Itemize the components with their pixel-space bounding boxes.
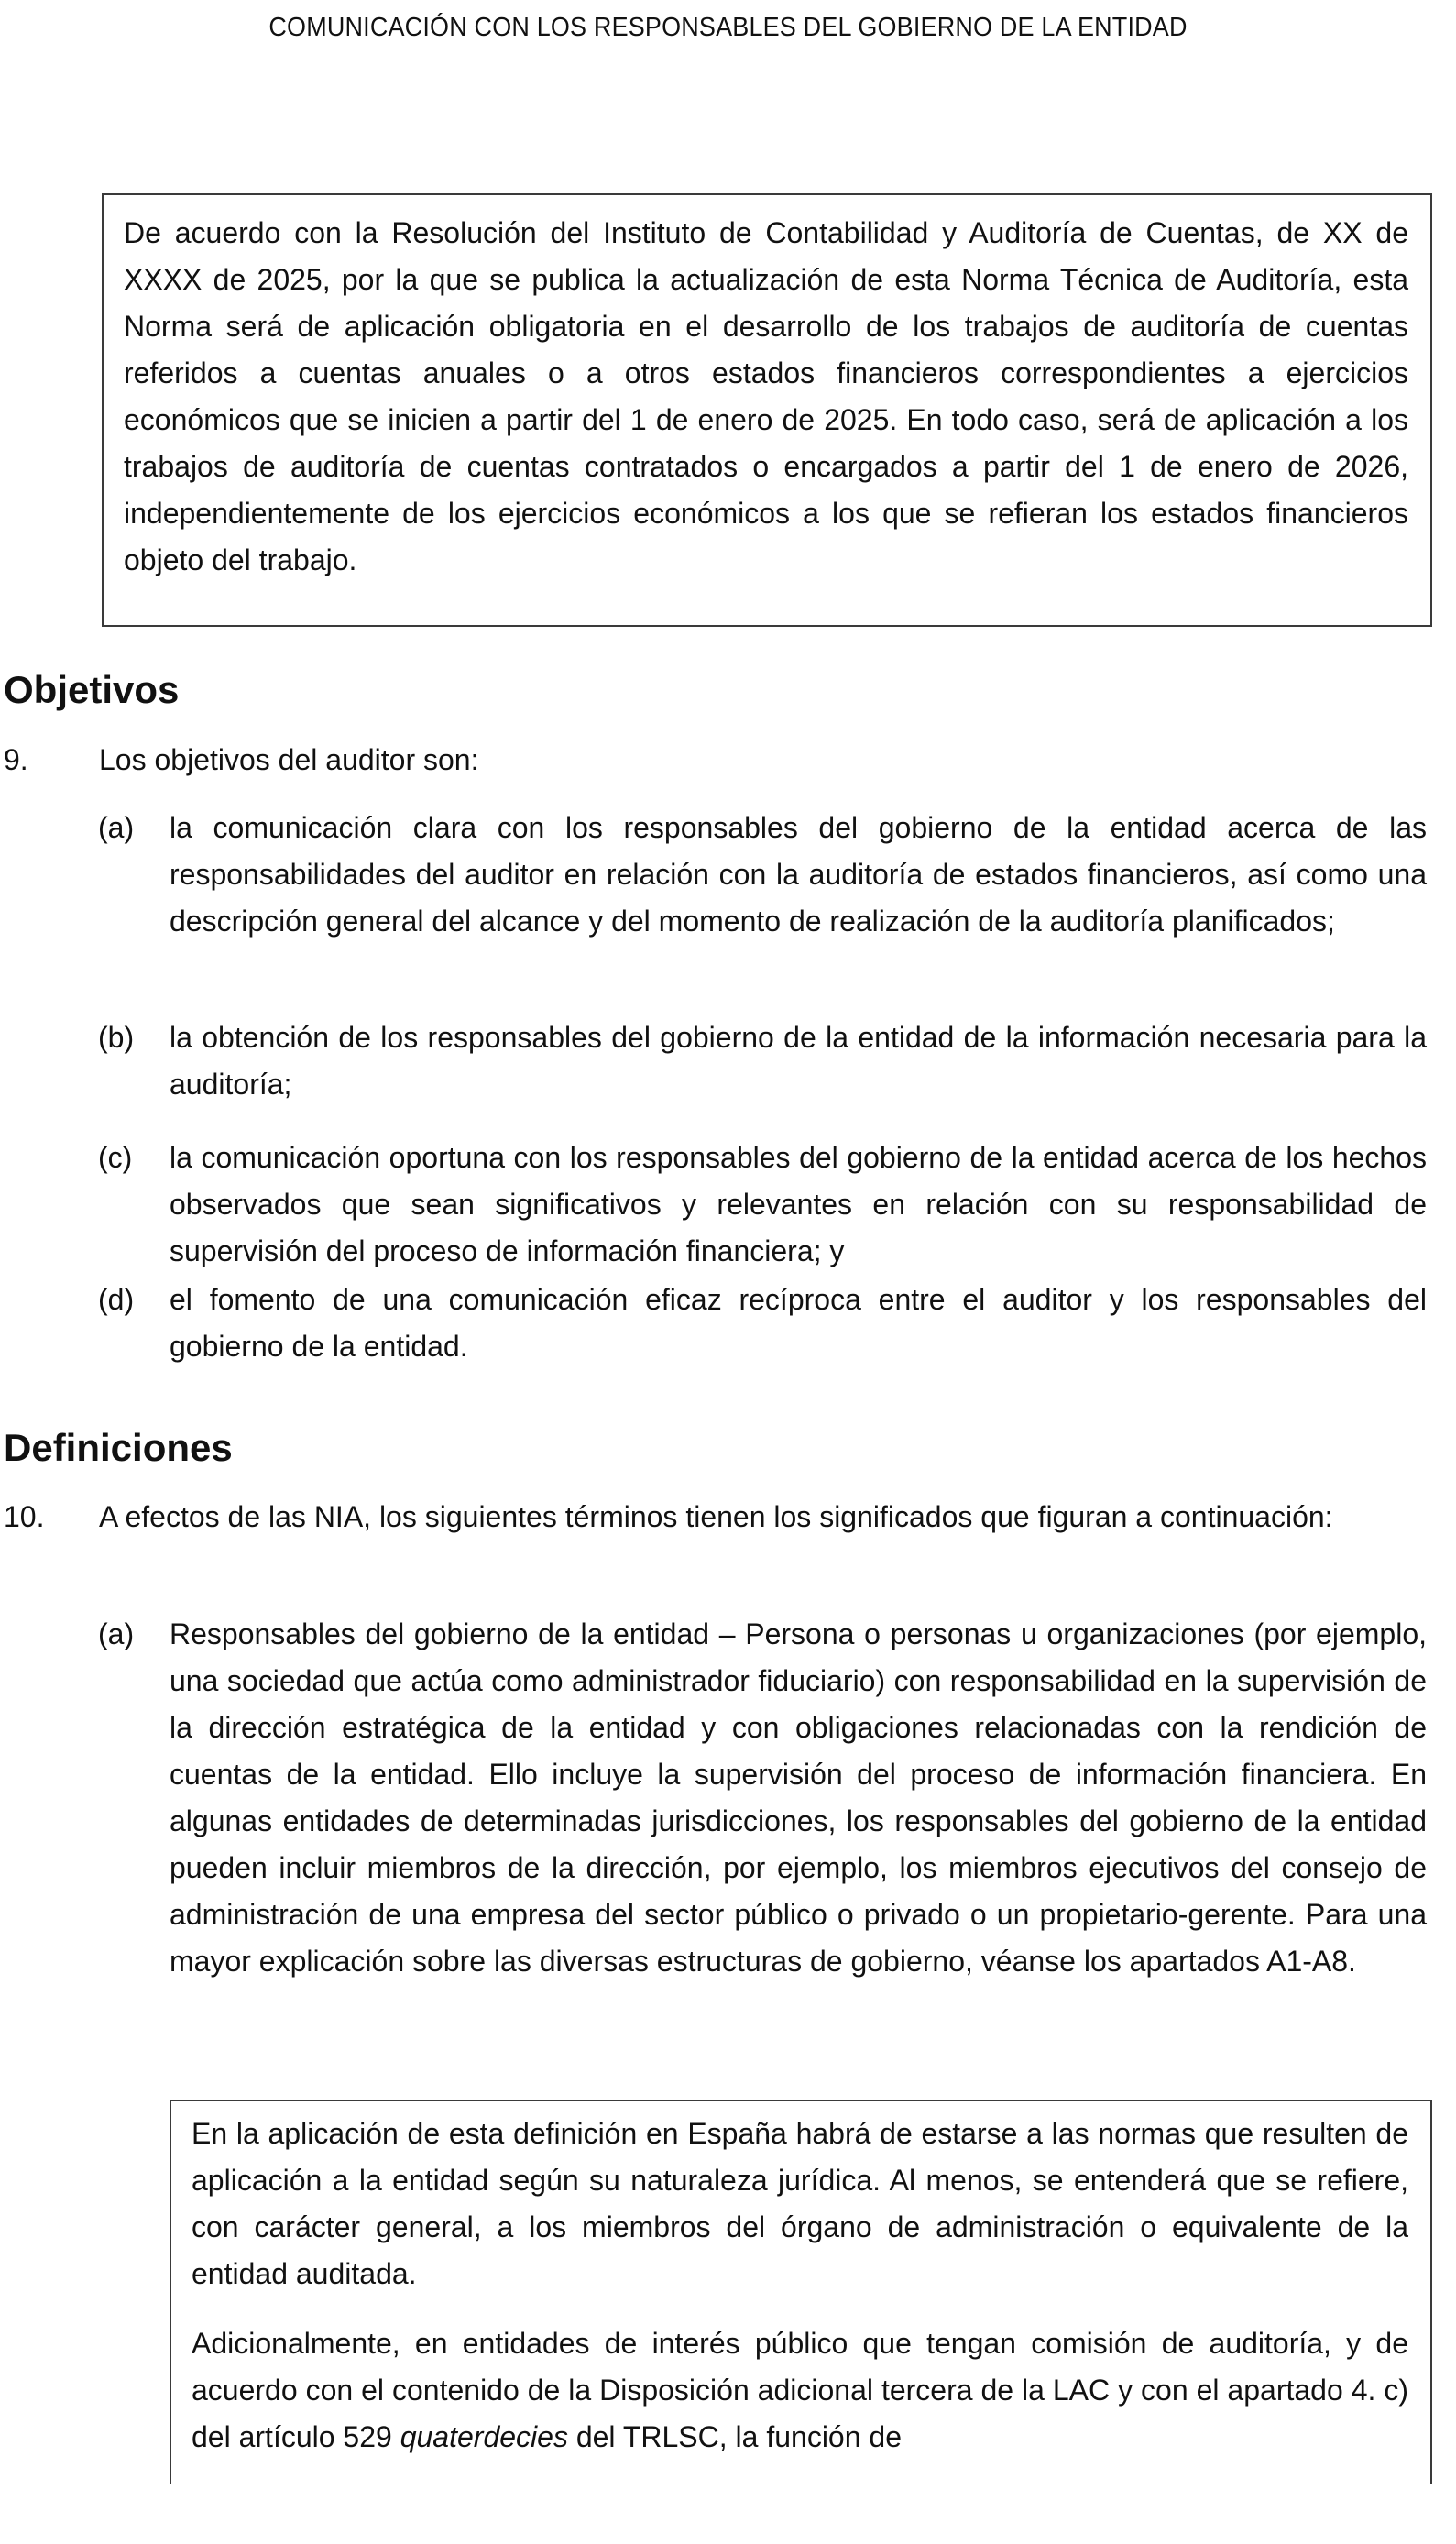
paragraph-10 (4, 1494, 1427, 1541)
section-heading-objetivos: Objetivos (4, 668, 180, 711)
effective-date-note-box (102, 193, 1432, 627)
list-item-label: (c) (98, 1141, 133, 1174)
paragraph-9 (4, 737, 1427, 784)
paragraph-text: Los objetivos del auditor son: (99, 743, 479, 776)
effective-date-note-text: De acuerdo con la Resolución del Instituto de Contabilidad y Auditoría de Cuentas, de XX de XXXX de 2025, por la que se publica la actualización de esta Norma Técnica de Auditoría, esta Norma será de aplicación obligatoria en el desarrollo de los trabajos de auditoría de cuentas referidos a cuentas anuales o a otros estados financieros correspondientes a ejercicios económicos que se inicien a partir del 1 de enero de 2025. En todo caso, será de aplicación a los trabajos de auditoría de cuentas contratados o encargados a partir del 1 de enero de 2026, independientemente de los ejercicios económicos a los que se refieran los estados financieros objeto del trabajo. (124, 216, 1408, 576)
list-item-objective-b (98, 1014, 1427, 1108)
list-item-objective-d (98, 1277, 1427, 1370)
list-item-text: la obtención de los responsables del gobierno de la entidad de la información necesaria para la auditoría; (170, 1021, 1427, 1101)
spain-note-paragraph-1: En la aplicación de esta definición en España habrá de estarse a las normas que resulten de aplicación a la entidad según su naturaleza jurídica. Al menos, se entenderá que se refiere, con carácter general, a los miembros del órgano de administración o equivalente de la entidad auditada. (192, 2117, 1408, 2290)
spain-note-text-before: Adicionalmente, en entidades de interés público que tengan comisión de auditoría, y de acuerdo con el contenido de la Disposición adicional tercera de la LAC y con el apartado 4. c) del artículo 529 (192, 2327, 1408, 2453)
spain-note-italic-term: quaterdecies (400, 2420, 568, 2453)
spain-application-note-box (170, 2100, 1432, 2484)
list-item-label: (a) (98, 811, 135, 844)
list-item-label: (a) (98, 1617, 135, 1650)
list-item-label: (b) (98, 1021, 135, 1054)
list-item-text: el fomento de una comunicación eficaz recíproca entre el auditor y los responsables del gobierno de la entidad. (170, 1283, 1427, 1363)
running-header: COMUNICACIÓN CON LOS RESPONSABLES DEL GOBIERNO DE LA ENTIDAD (268, 13, 1188, 42)
paragraph-text: A efectos de las NIA, los siguientes términos tienen los significados que figuran a continuación: (99, 1500, 1333, 1533)
list-item-text: la comunicación clara con los responsables del gobierno de la entidad acerca de las responsabilidades del auditor en relación con la auditoría de estados financieros, así como una descripción general del alcance y del momento de realización de la auditoría planificados; (170, 811, 1427, 938)
list-item-label: (d) (98, 1283, 135, 1316)
section-heading-definiciones: Definiciones (4, 1426, 233, 1469)
list-item-definition-a (98, 1611, 1427, 1985)
list-item-text: la comunicación oportuna con los responsables del gobierno de la entidad acerca de los hechos observados que sean significativos y relevantes en relación con su responsabilidad de supervisión del proceso de información financiera; y (170, 1141, 1427, 1267)
paragraph-number: 10. (4, 1500, 45, 1533)
spain-note-text-after: del TRLSC, la función de (567, 2420, 902, 2453)
list-item-objective-c (98, 1135, 1427, 1275)
list-item-objective-a (98, 805, 1427, 945)
list-item-text: Responsables del gobierno de la entidad – Persona o personas u organizaciones (por ejemplo, una sociedad que actúa como administrador fiduciario) con responsabilidad en la supervisión de la dirección estratégica de la entidad y con obligaciones relacionadas con la rendición de cuentas de la entidad. Ello incluye la supervisión del proceso de información financiera. En algunas entidades de determinadas jurisdicciones, los responsables del gobierno de la entidad pueden incluir miembros de la dirección, por ejemplo, los miembros ejecutivos del consejo de administración de una empresa del sector público o privado o un propietario-gerente. Para una mayor explicación sobre las diversas estructuras de gobierno, véanse los apartados A1-A8. (170, 1617, 1427, 1978)
paragraph-number: 9. (4, 743, 28, 776)
spain-note-paragraph-2 (192, 2320, 1408, 2461)
